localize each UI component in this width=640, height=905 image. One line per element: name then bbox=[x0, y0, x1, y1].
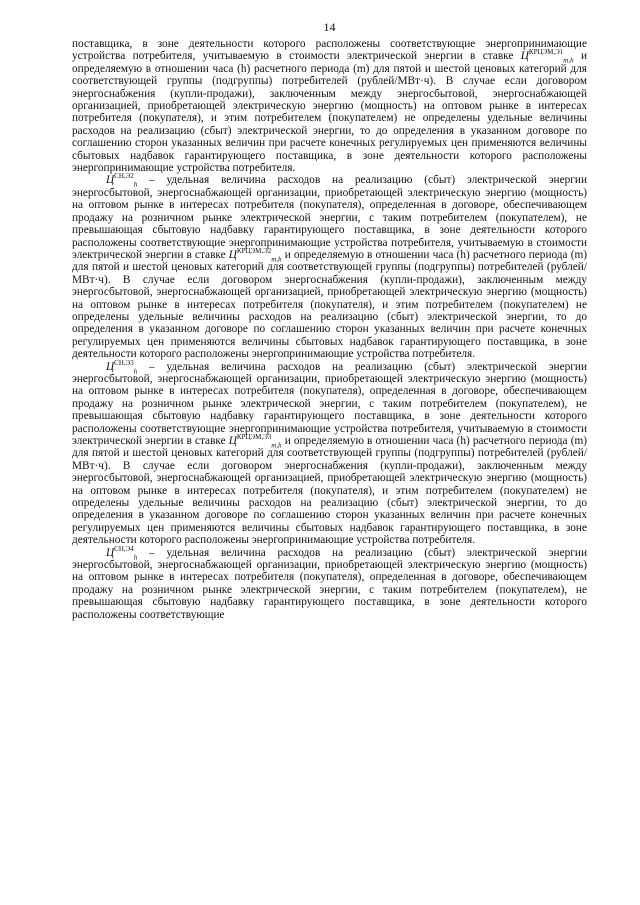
formula-symbol: $Ц^{КРЦЭМ,Э3}_{m,h}$ bbox=[228, 433, 282, 450]
paragraph-text: – удельная величина расходов на реализацию (сбыт) электрической энергии энергосбытовой, энергоснабжающей организации, приобретающей электрическую энергию (мощность) на оптовом рынке в интересах потребителя (покупателя), определенная в договоре, обеспечивающем продажу на розничном рынке электрической энергии, с таким потребителем (покупателем), не превышающая сбытовую надбавку гарантирующего поставщика, в зоне деятельности которого расположены соответствующие энергопринимающие устройства потребителя, учитываемую в стоимости электрической энергии в ставке bbox=[72, 174, 587, 261]
defined-symbol: $Ц^{СН,Э4}_h$ bbox=[106, 544, 138, 561]
formula-symbol: $Ц^{КРЦЭМ,Э2}_{m,h}$ bbox=[228, 247, 282, 264]
paragraph-definition-e2 bbox=[72, 174, 587, 360]
paragraph-text: и определяемую в отношении часа (h) расчетного периода (m) для пятой и шестой ценовых категорий для соответствующей группы (подгруппы) потребителей (рублей/МВт·ч). В случае если договором энергоснабжения (купли-продажи), заключенным между энергосбытовой, энергоснабжающей организацией, приобретающей электрическую энергию (мощность) на оптовом рынке в интересах потребителя (покупателя), и этим потребителем (покупателем) не определены удельные величины расходов на реализацию (сбыт) электрической энергии, то до определения в указанном договоре по соглашению сторон указанных величин при расчете конечных регулируемых цен применяются величины сбытовых надбавок гарантирующего поставщика, в зоне деятельности которого расположены энергопринимающие устройства потребителя. bbox=[72, 50, 587, 175]
paragraph-text: – удельная величина расходов на реализацию (сбыт) электрической энергии энергосбытовой, энергоснабжающей организации, приобретающей электрическую энергию (мощность) на оптовом рынке в интересах потребителя (покупателя), определенная в договоре, обеспечивающем продажу на розничном рынке электрической энергии, с таким потребителем (покупателем), не превышающая сбытовую надбавку гарантирующего поставщика, в зоне деятельности которого расположены соответствующие bbox=[72, 546, 587, 621]
paragraph-definition-e4 bbox=[72, 544, 587, 621]
page-number: 14 bbox=[323, 20, 336, 34]
paragraph-text: и определяемую в отношении часа (h) расчетного периода (m) для пятой и шестой ценовых категорий для соответствующей группы (подгруппы) потребителей (рублей/МВт·ч). В случае если договором энергоснабжения (купли-продажи), заключенным между энергосбытовой, энергоснабжающей организацией, приобретающей электрическую энергию (мощность) на оптовом рынке в интересах потребителя (покупателя), и этим потребителем (покупателем) не определены удельные величины расходов на реализацию (сбыт) электрической энергии, то до определения в указанном договоре по соглашению сторон указанных величин при расчете конечных регулируемых цен применяются величины сбытовых надбавок гарантирующего поставщика, в зоне деятельности которого расположены энергопринимающие устройства потребителя. bbox=[72, 435, 587, 547]
paragraph-text: поставщика, в зоне деятельности которого расположены соответствующие энергопринимающие устройства потребителя, учитываемую в стоимости электрической энергии в ставке bbox=[72, 38, 587, 63]
defined-symbol: $Ц^{СН,Э3}_h$ bbox=[106, 358, 138, 375]
defined-symbol: $Ц^{СН,Э2}_h$ bbox=[106, 172, 138, 189]
paragraph-definition-e3 bbox=[72, 358, 587, 547]
paragraph-text: – удельная величина расходов на реализацию (сбыт) электрической энергии энергосбытовой, энергоснабжающей организации, приобретающей электрическую энергию (мощность) на оптовом рынке в интересах потребителя (покупателя), определенная в договоре, обеспечивающем продажу на розничном рынке электрической энергии, с таким потребителем (покупателем), не превышающая сбытовую надбавку гарантирующего поставщика, в зоне деятельности которого расположены соответствующие энергопринимающие устройства потребителя, учитываемую в стоимости электрической энергии в ставке bbox=[72, 360, 587, 447]
formula-symbol: $Ц^{КРЦЭМ,Э1}_{m,h}$ bbox=[520, 48, 574, 65]
paragraph-text: и определяемую в отношении часа (h) расчетного периода (m) для пятой и шестой ценовых категорий для соответствующей группы (подгруппы) потребителей (рублей/МВт·ч). В случае если договором энергоснабжения (купли-продажи), заключенным между энергосбытовой, энергоснабжающей организацией, приобретающей электрическую энергию (мощность) на оптовом рынке в интересах потребителя (покупателя), и этим потребителем (покупателем) не определены удельные величины расходов на реализацию (сбыт) электрической энергии, то до определения в указанном договоре по соглашению сторон указанных величин при расчете конечных регулируемых цен применяются величины сбытовых надбавок гарантирующего поставщика, в зоне деятельности которого расположены энергопринимающие устройства потребителя. bbox=[72, 248, 587, 361]
paragraph-continuation bbox=[72, 38, 587, 174]
